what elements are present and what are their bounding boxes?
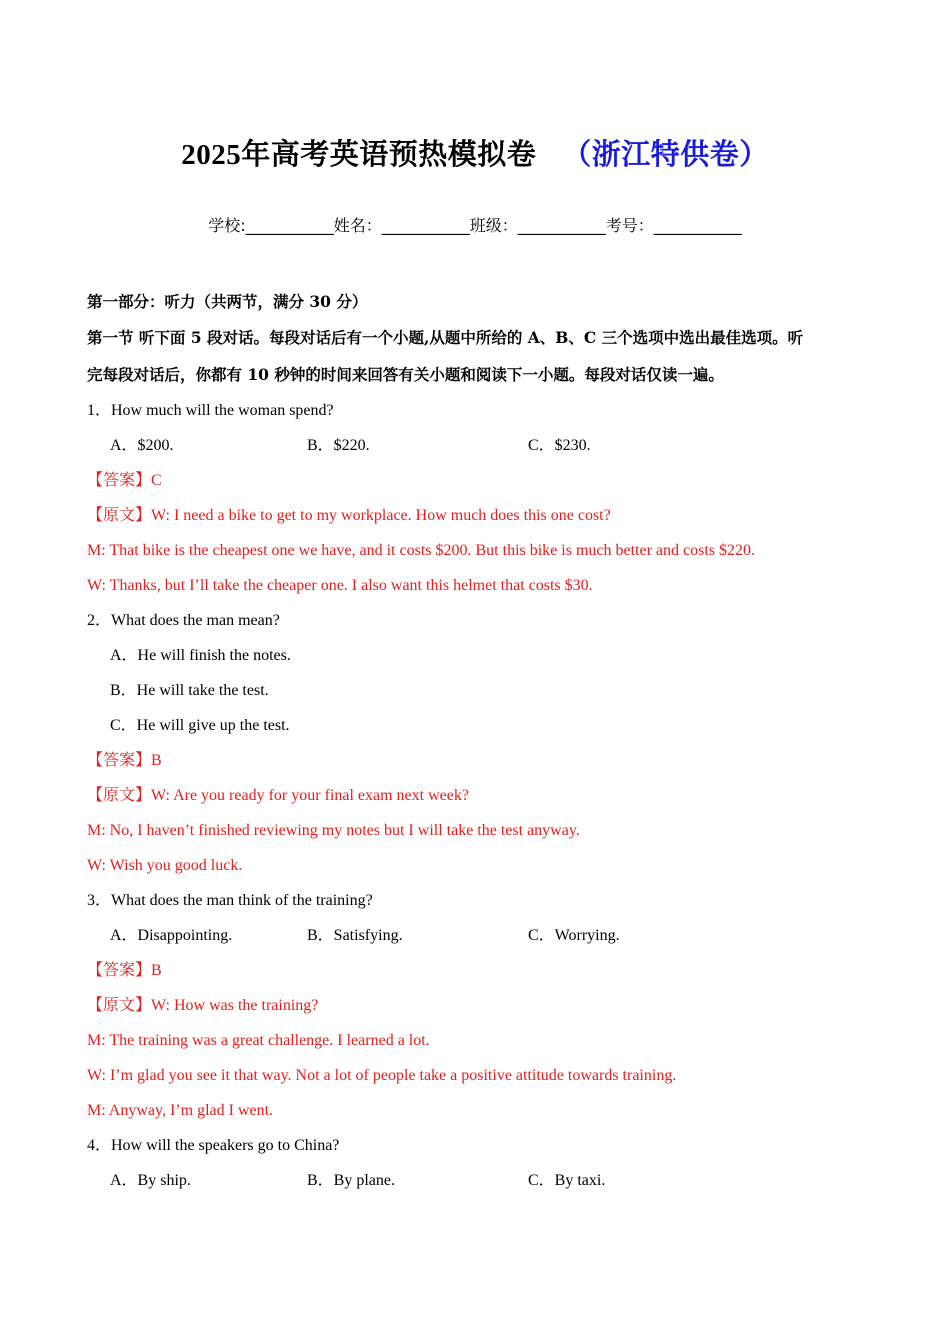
option-c: C．By taxi.: [528, 1172, 606, 1189]
transcript-line: M: The training was a great challenge. I learned a lot.: [87, 1032, 430, 1049]
transcript-line: 【原文】W: I need a bike to get to my workplace. How much does this one cost?: [87, 507, 611, 524]
question-stem: 2．What does the man mean?: [87, 612, 280, 629]
option-b: B．Satisfying.: [307, 927, 403, 944]
instructions-line-2: 完每段对话后，你都有 10 秒钟的时间来回答有关小题和阅读下一小题。每段对话仅读一遍。: [87, 365, 724, 384]
transcript-line: W: Wish you good luck.: [87, 857, 243, 874]
part-heading: 第一部分：听力（共两节，满分 30 分）: [87, 292, 368, 311]
option-a: A．$200.: [110, 437, 174, 454]
transcript-line: 【原文】W: Are you ready for your final exam next week?: [87, 787, 469, 804]
answer-label: 【答案】C: [87, 472, 162, 489]
answer-label: 【答案】B: [87, 752, 162, 769]
option-b: B．$220.: [307, 437, 370, 454]
option-a: A．Disappointing.: [110, 927, 233, 944]
listening-section: [87, 284, 877, 1198]
option-b: B．He will take the test.: [110, 682, 269, 699]
option-a: A．By ship.: [110, 1172, 191, 1189]
question-options: [87, 918, 877, 953]
student-info-line: 学校:___________姓名：___________班级：___________考号：___________: [208, 216, 742, 235]
transcript-line: M: That bike is the cheapest one we have, and it costs $200. But this bike is much better and costs $220.: [87, 542, 756, 559]
transcript-line: 【原文】W: How was the training?: [87, 997, 319, 1014]
question-stem: 1．How much will the woman spend?: [87, 402, 334, 419]
option-c: C．He will give up the test.: [110, 717, 290, 734]
question-options: [87, 428, 877, 463]
option-c: C．$230.: [528, 437, 591, 454]
title-subtitle: （浙江特供卷）: [562, 139, 769, 171]
transcript-line: M: No, I haven’t finished reviewing my notes but I will take the test anyway.: [87, 822, 580, 839]
option-b: B．By plane.: [307, 1172, 395, 1189]
transcript-line: W: Thanks, but I’ll take the cheaper one. I also want this helmet that costs $30.: [87, 577, 593, 594]
title-main: 2025年高考英语预热模拟卷: [181, 139, 537, 171]
answer-label: 【答案】B: [87, 962, 162, 979]
option-c: C．Worrying.: [528, 927, 620, 944]
exam-title: [0, 132, 950, 173]
option-a: A．He will finish the notes.: [110, 647, 291, 664]
instructions-line-1: 第一节 听下面 5 段对话。每段对话后有一个小题,从题中所给的 A、B、C 三个选项中选出最佳选项。听: [87, 328, 804, 347]
transcript-line: M: Anyway, I’m glad I went.: [87, 1102, 274, 1119]
question-stem: 4．How will the speakers go to China?: [87, 1137, 340, 1154]
question-options: [87, 1163, 877, 1198]
question-stem: 3．What does the man think of the training?: [87, 892, 373, 909]
transcript-line: W: I’m glad you see it that way. Not a lot of people take a positive attitude towards training.: [87, 1067, 677, 1084]
